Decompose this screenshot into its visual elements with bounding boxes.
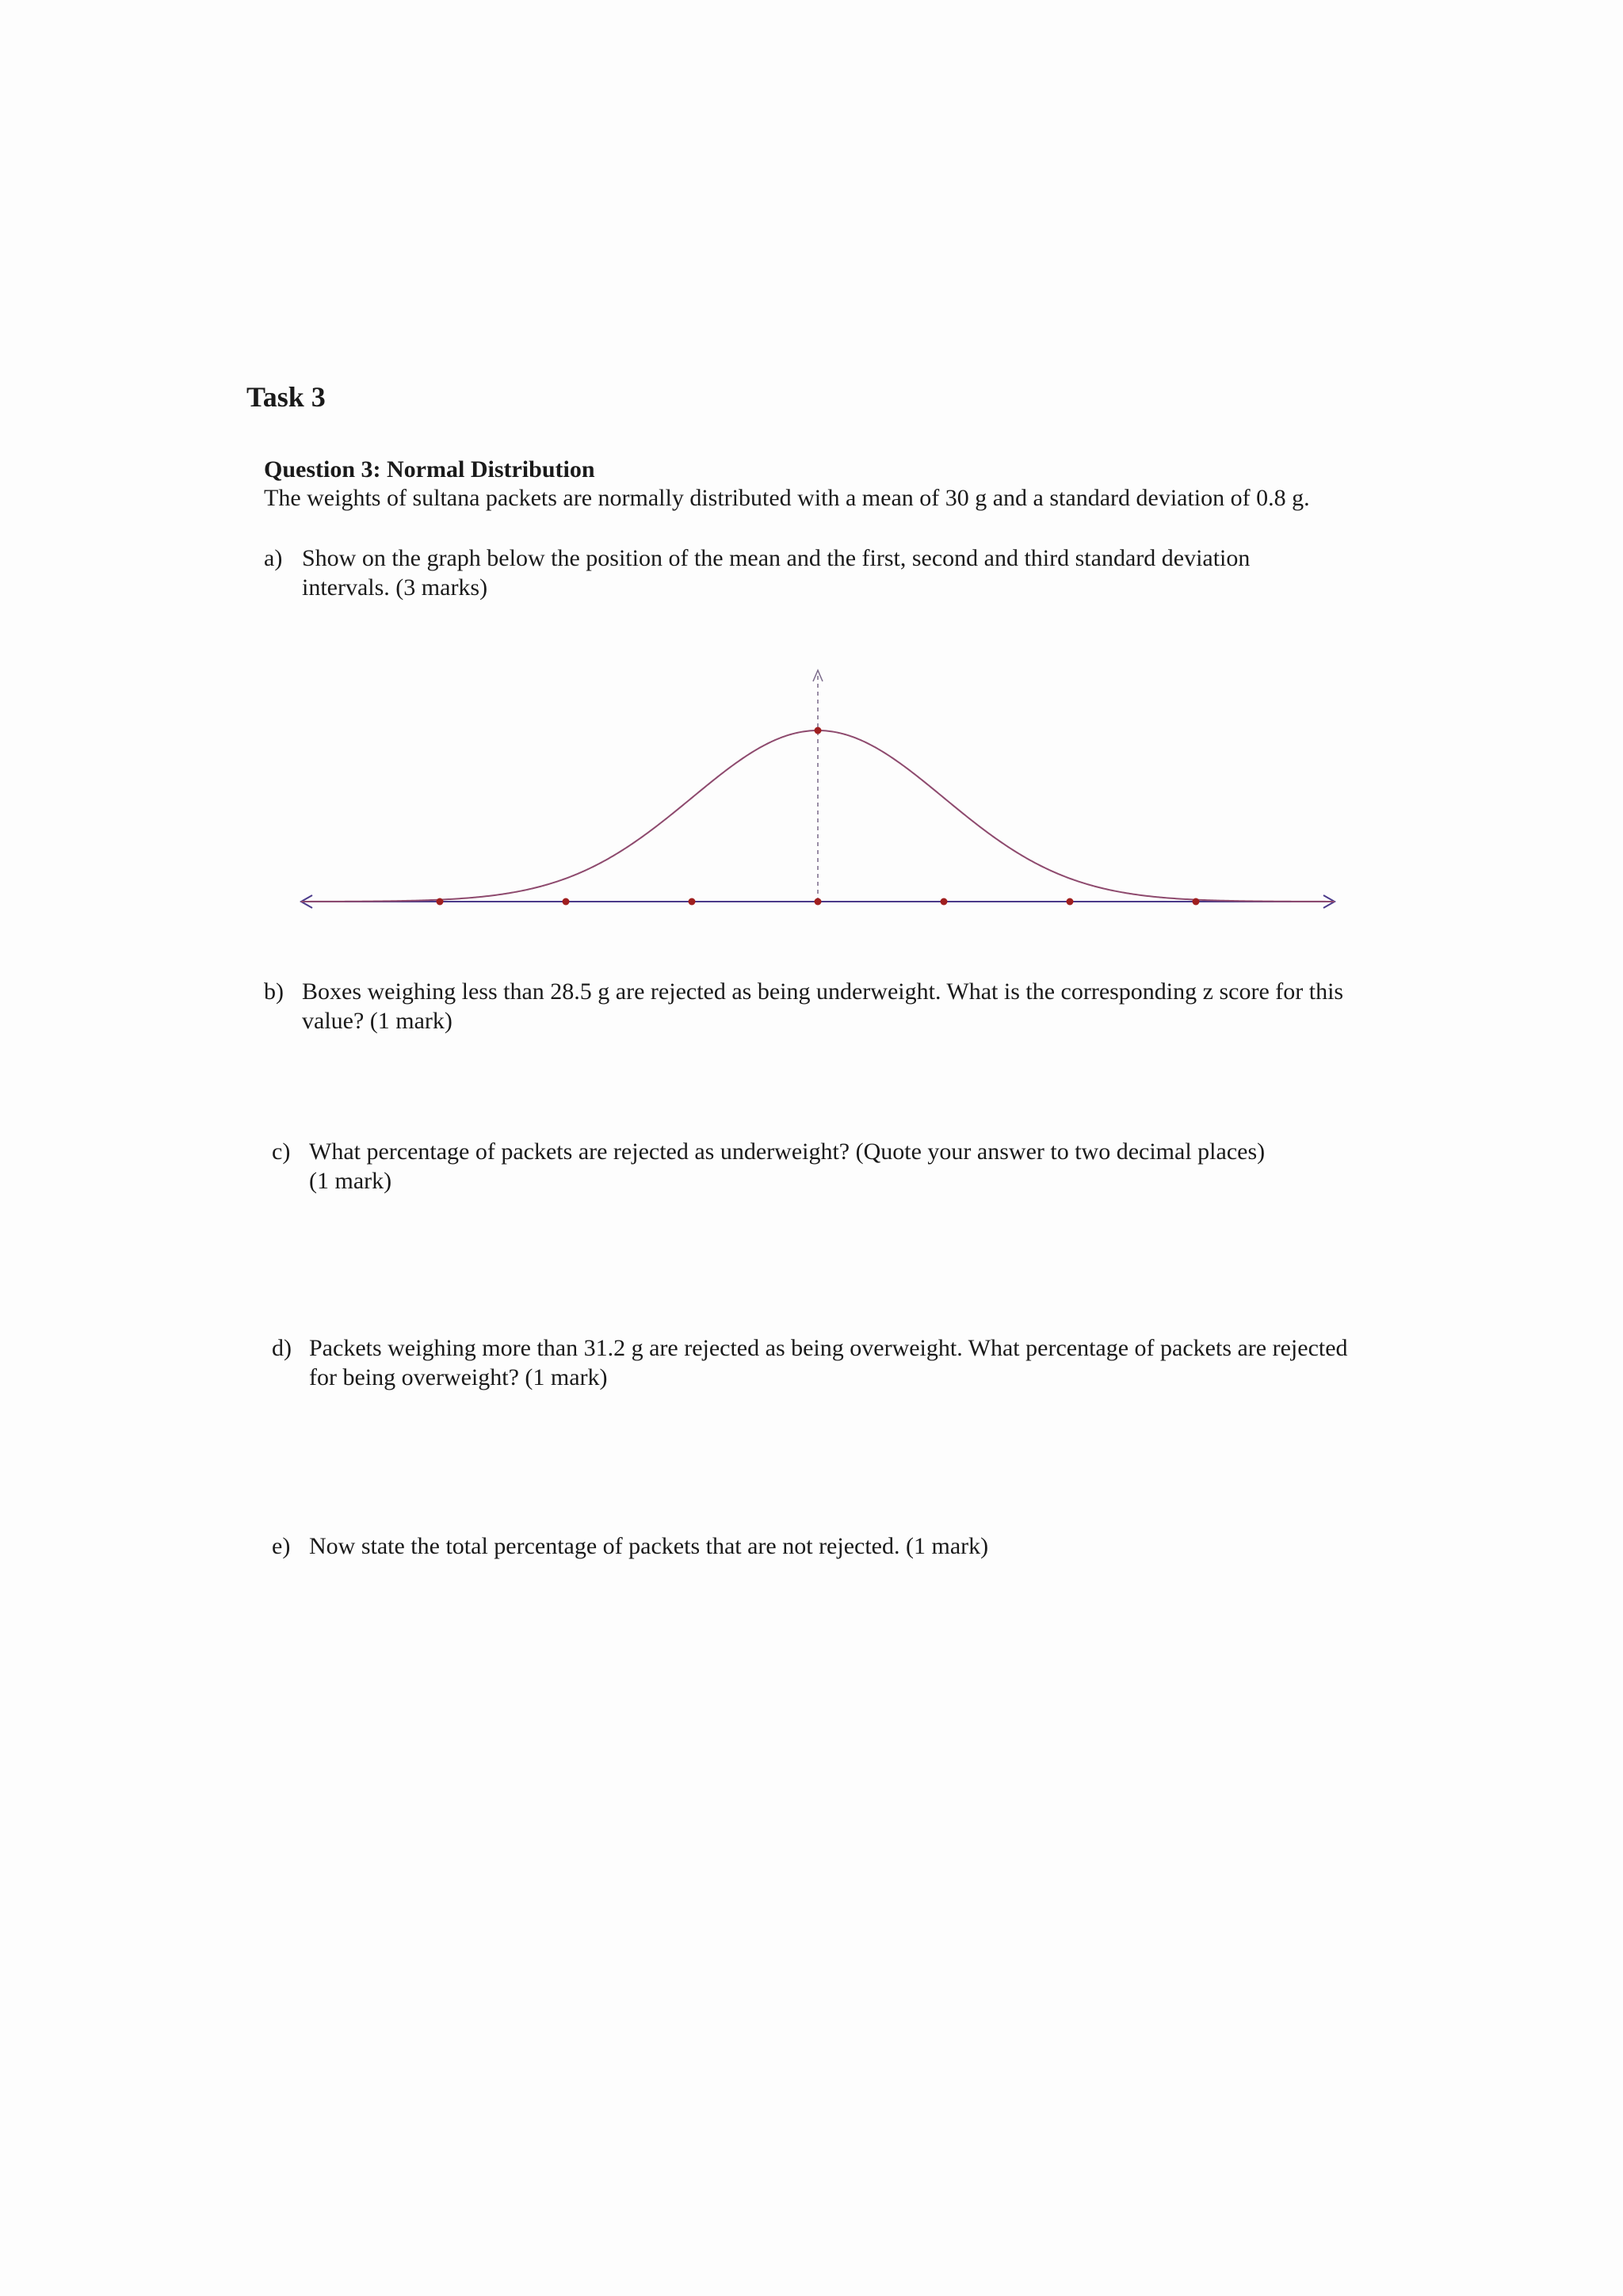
part-a-text-line2: intervals. (3 marks) — [302, 574, 488, 601]
part-d-text-line2: for being overweight? (1 mark) — [309, 1364, 608, 1390]
sd-point-minus2 — [563, 898, 570, 906]
part-b-text-line2: value? (1 mark) — [302, 1008, 453, 1034]
peak-point — [815, 727, 822, 734]
part-c-text-line2: (1 mark) — [309, 1168, 392, 1194]
sd-point-minus3 — [437, 898, 444, 906]
part-a-text-line1: Show on the graph below the position of the mean and the first, second and third standard deviation — [302, 545, 1251, 571]
question-intro: The weights of sultana packets are normally distributed with a mean of 30 g and a standard deviation of 0.8 g. — [264, 485, 1310, 511]
part-a-label: a) — [264, 545, 283, 571]
task-title: Task 3 — [246, 381, 326, 413]
sd-point-plus1 — [941, 898, 948, 906]
part-b-label: b) — [264, 978, 284, 1005]
part-c-text-line1: What percentage of packets are rejected as underweight? (Quote your answer to two decimal places) — [309, 1138, 1266, 1165]
sd-point-plus3 — [1193, 898, 1200, 906]
part-d-label: d) — [272, 1335, 292, 1361]
part-e-text-line1: Now state the total percentage of packets that are not rejected. (1 mark) — [309, 1533, 989, 1559]
sd-point-minus1 — [689, 898, 696, 906]
sd-point-mean — [815, 898, 822, 906]
part-c-label: c) — [272, 1138, 291, 1165]
part-d-text-line1: Packets weighing more than 31.2 g are rejected as being overweight. What percentage of packets are rejected — [309, 1335, 1348, 1361]
normal-distribution-graph — [293, 658, 1339, 919]
part-e-label: e) — [272, 1533, 291, 1559]
sd-point-plus2 — [1067, 898, 1074, 906]
question-heading: Question 3: Normal Distribution — [264, 456, 595, 482]
part-b-text-line1: Boxes weighing less than 28.5 g are rejected as being underweight. What is the corresponding z score for this — [302, 978, 1344, 1005]
